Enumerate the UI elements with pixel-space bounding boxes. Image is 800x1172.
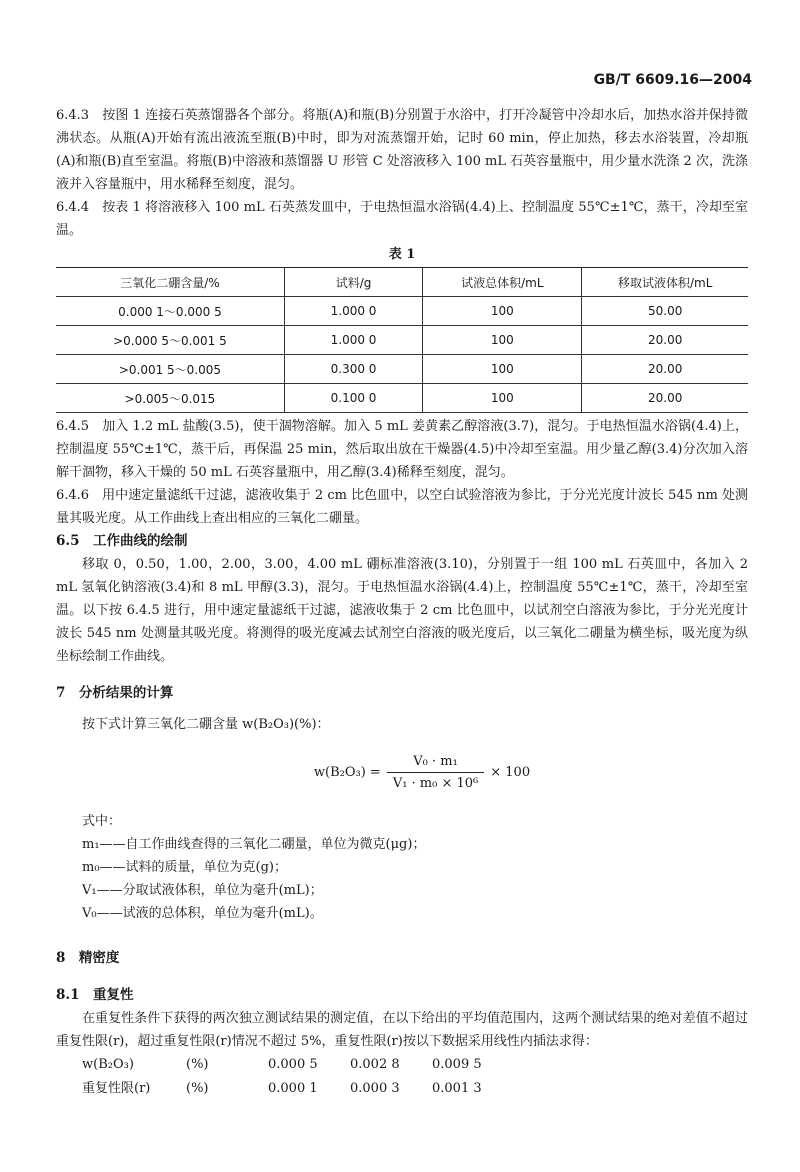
table-cell: >0.000 5～0.001 5 [56, 326, 284, 355]
symbol-definition: m₀——试料的质量，单位为克(g)； [82, 860, 288, 875]
symbol-definition: m₁——自工作曲线查得的三氧化二硼量，单位为微克(μg)； [82, 837, 426, 852]
table-row [56, 384, 748, 413]
col-header-aliquot-volume: 移取试液体积/mL [582, 268, 748, 297]
table-header-row [56, 268, 748, 297]
precision-row-content [82, 1053, 748, 1077]
clause-6-4-4: 6.4.4 按表 1 将溶液移入 100 mL 石英蒸发皿中，于电热恒温水浴锅(4.4)上、控制温度 55℃±1℃，蒸干，冷却至室温。 [56, 200, 748, 238]
col-header-content: 三氧化二硼含量/% [56, 268, 284, 297]
data-cell: (%) [186, 1057, 209, 1072]
table-cell: 0.000 1～0.000 5 [56, 297, 284, 326]
table-row [56, 355, 748, 384]
formula-numerator: V₀ · m₁ [413, 753, 458, 769]
table-caption: 表 1 [388, 247, 416, 262]
table-cell: 1.000 0 [284, 326, 422, 355]
table-cell: 100 [423, 355, 582, 384]
standard-number: GB/T 6609.16—2004 [593, 72, 752, 88]
table-cell: >0.005～0.015 [56, 384, 284, 413]
data-cell: 0.009 5 [432, 1057, 482, 1072]
document-body [56, 104, 748, 1101]
table-row [56, 297, 748, 326]
table-cell: 100 [423, 384, 582, 413]
data-cell: w(B₂O₃) [82, 1057, 134, 1072]
data-cell: 0.001 3 [432, 1081, 482, 1096]
where-label: 式中： [82, 814, 122, 829]
table-row [56, 326, 748, 355]
data-cell: (%) [186, 1081, 209, 1096]
clause-6-5-body: 移取 0，0.50，1.00，2.00，3.00，4.00 mL 硼标准溶液(3.10)，分别置于一组 100 mL 石英皿中，各加入 2 mL 氢氧化钠溶液(3.4)和 8 mL 甲醇(3.3)，混匀。于电热恒温水浴锅(4.4)上，控制温度 55℃±1℃，蒸干，冷却至室温。以下按 6.4.5 进行，用中速定量滤纸干过滤，滤液收集于 2 cm 比色皿中，以试剂空白溶液为参比，于分光光度计波长 545 nm 处测量其吸光度。将测得的吸光度减去试剂空白溶液的吸光度后，以三氧化二硼量为横坐标，吸光度为纵坐标绘制工作曲线。 [56, 557, 748, 664]
calculation-formula [96, 746, 748, 798]
data-cell: 0.000 1 [268, 1081, 318, 1096]
col-header-sample: 试料/g [284, 268, 422, 297]
table-cell: 100 [423, 326, 582, 355]
table-cell: >0.001 5～0.005 [56, 355, 284, 384]
heading-8-1: 8.1 重复性 [56, 987, 134, 1003]
data-cell: 0.000 5 [268, 1057, 318, 1072]
precision-row-repeatability [82, 1077, 748, 1101]
data-cell: 重复性限(r) [82, 1081, 151, 1096]
table-cell: 100 [423, 297, 582, 326]
table-cell: 20.00 [582, 326, 748, 355]
formula-fraction [387, 754, 484, 791]
symbol-definition: V₀——试液的总体积，单位为毫升(mL)。 [82, 906, 323, 921]
data-cell: 0.000 3 [350, 1081, 400, 1096]
table-cell: 1.000 0 [284, 297, 422, 326]
heading-8: 8 精密度 [56, 950, 120, 966]
heading-6-5: 6.5 工作曲线的绘制 [56, 533, 188, 549]
clause-6-4-5: 6.4.5 加入 1.2 mL 盐酸(3.5)，使干涸物溶解。加入 5 mL 姜黄素乙醇溶液(3.7)，混匀。于电热恒温水浴锅(4.4)上，控制温度 55℃±1℃，蒸干后，再保温 25 min，然后取出放在干燥器(4.5)中冷却至室温。用少量乙醇(3.4)分次加入溶解干涸物，移入干燥的 50 mL 石英容量瓶中，用乙醇(3.4)稀释至刻度，混匀。 [56, 419, 748, 480]
table-cell: 0.300 0 [284, 355, 422, 384]
formula-lhs: w(B₂O₃) = [313, 764, 381, 780]
symbol-definition: V₁——分取试液体积，单位为毫升(mL)； [82, 883, 323, 898]
col-header-total-volume: 试液总体积/mL [423, 268, 582, 297]
formula-rhs: × 100 [490, 764, 531, 780]
data-cell: 0.002 8 [350, 1057, 400, 1072]
table-cell: 50.00 [582, 297, 748, 326]
formula-denominator: V₁ · m₀ × 10⁶ [387, 772, 484, 791]
heading-7: 7 分析结果的计算 [56, 685, 174, 701]
clause-8-1-body: 在重复性条件下获得的两次独立测试结果的测定值，在以下给出的平均值范围内，这两个测试结果的绝对差值不超过重复性限(r)，超过重复性限(r)情况不超过 5%，重复性限(r)按以下数据采用线性内插法求得： [56, 1011, 748, 1049]
table-cell: 0.100 0 [284, 384, 422, 413]
clause-6-4-6: 6.4.6 用中速定量滤纸干过滤，滤液收集于 2 cm 比色皿中，以空白试验溶液为参比，于分光光度计波长 545 nm 处测量其吸光度。从工作曲线上查出相应的三氧化二硼量。 [56, 488, 748, 526]
calculation-intro: 按下式计算三氧化二硼含量 w(B₂O₃)(%)： [82, 717, 330, 732]
table-cell: 20.00 [582, 384, 748, 413]
clause-6-4-3: 6.4.3 按图 1 连接石英蒸馏器各个部分。将瓶(A)和瓶(B)分别置于水浴中，打开冷凝管中冷却水后，加热水浴并保持微沸状态。从瓶(A)开始有流出液流至瓶(B)中时，即为对流蒸馏开始，记时 60 min，停止加热，移去水浴装置，冷却瓶(A)和瓶(B)直至室温。将瓶(B)中溶液和蒸馏器 U 形管 C 处溶液移入 100 mL 石英容量瓶中，用少量水洗涤 2 次，洗涤液并入容量瓶中，用水稀释至刻度，混匀。 [56, 108, 748, 192]
table-1 [56, 267, 748, 413]
table-cell: 20.00 [582, 355, 748, 384]
